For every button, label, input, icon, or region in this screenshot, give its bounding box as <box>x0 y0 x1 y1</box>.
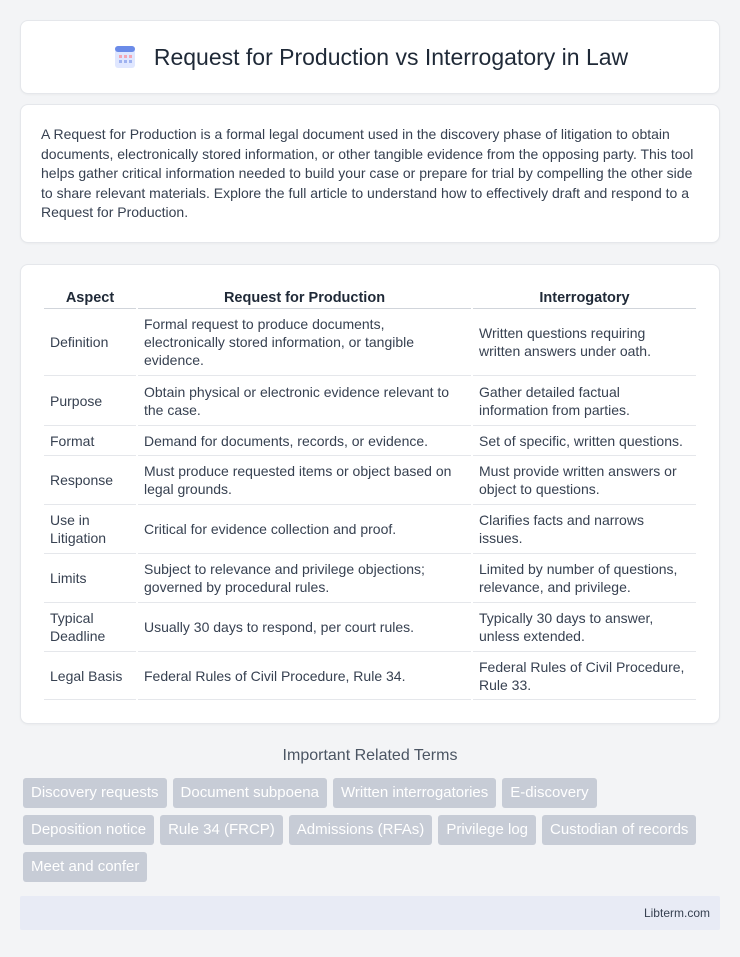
cell-aspect: Format <box>44 426 136 456</box>
cell-interrogatory: Limited by number of questions, relevance, and privilege. <box>473 554 696 603</box>
cell-rfp: Formal request to produce documents, electronically stored information, or tangible evidence. <box>138 309 471 376</box>
cell-interrogatory: Set of specific, written questions. <box>473 426 696 456</box>
cell-interrogatory: Gather detailed factual information from parties. <box>473 376 696 426</box>
term-tag[interactable]: Deposition notice <box>23 815 154 845</box>
table-row <box>44 603 696 652</box>
table-header-row <box>44 285 696 309</box>
table-row <box>44 554 696 603</box>
cell-rfp: Obtain physical or electronic evidence relevant to the case. <box>138 376 471 426</box>
term-tag[interactable]: Custodian of records <box>542 815 696 845</box>
table-row <box>44 309 696 376</box>
cell-aspect: Purpose <box>44 376 136 426</box>
comparison-table-card <box>20 264 720 724</box>
cell-interrogatory: Written questions requiring written answers under oath. <box>473 309 696 376</box>
term-tag[interactable]: Document subpoena <box>173 778 327 808</box>
table-row <box>44 426 696 456</box>
cell-rfp: Federal Rules of Civil Procedure, Rule 34. <box>138 652 471 700</box>
cell-rfp: Usually 30 days to respond, per court rules. <box>138 603 471 652</box>
term-tag[interactable]: Written interrogatories <box>333 778 496 808</box>
term-tag[interactable]: Meet and confer <box>23 852 147 882</box>
cell-aspect: Legal Basis <box>44 652 136 700</box>
footer <box>20 896 720 930</box>
term-tag[interactable]: Rule 34 (FRCP) <box>160 815 283 845</box>
header-request-for-production: Request for Production <box>138 285 471 309</box>
cell-aspect: Limits <box>44 554 136 603</box>
term-tag[interactable]: E-discovery <box>502 778 596 808</box>
document-icon <box>112 44 138 70</box>
cell-aspect: Response <box>44 456 136 505</box>
table-row <box>44 505 696 554</box>
cell-aspect: Typical Deadline <box>44 603 136 652</box>
cell-interrogatory: Must provide written answers or object to questions. <box>473 456 696 505</box>
cell-rfp: Must produce requested items or object based on legal grounds. <box>138 456 471 505</box>
intro-card <box>20 104 720 243</box>
related-terms-title: Important Related Terms <box>282 747 458 764</box>
related-terms-tags <box>20 778 720 882</box>
table-row <box>44 652 696 700</box>
header-aspect: Aspect <box>44 285 136 309</box>
title-card <box>20 20 720 94</box>
comparison-table <box>42 285 698 700</box>
term-tag[interactable]: Privilege log <box>438 815 536 845</box>
cell-rfp: Subject to relevance and privilege objections; governed by procedural rules. <box>138 554 471 603</box>
intro-text: A Request for Production is a formal legal document used in the discovery phase of litigation to obtain documents, electronically stored information, or other tangible evidence from the opposing party. This tool helps gather critical information needed to build your case or prepare for trial by compelling the other side to share relevant materials. Explore the full article to understand how to effectively draft and respond to a Request for Production. <box>41 126 694 220</box>
page-title: Request for Production vs Interrogatory in Law <box>153 43 629 70</box>
cell-interrogatory: Typically 30 days to answer, unless extended. <box>473 603 696 652</box>
header-interrogatory: Interrogatory <box>473 285 696 309</box>
cell-interrogatory: Federal Rules of Civil Procedure, Rule 33. <box>473 652 696 700</box>
cell-rfp: Demand for documents, records, or evidence. <box>138 426 471 456</box>
footer-site-link[interactable]: Libterm.com <box>643 906 710 920</box>
cell-rfp: Critical for evidence collection and proof. <box>138 505 471 554</box>
cell-aspect: Definition <box>44 309 136 376</box>
term-tag[interactable]: Admissions (RFAs) <box>289 815 433 845</box>
table-row <box>44 376 696 426</box>
cell-interrogatory: Clarifies facts and narrows issues. <box>473 505 696 554</box>
term-tag[interactable]: Discovery requests <box>23 778 167 808</box>
table-row <box>44 456 696 505</box>
cell-aspect: Use in Litigation <box>44 505 136 554</box>
